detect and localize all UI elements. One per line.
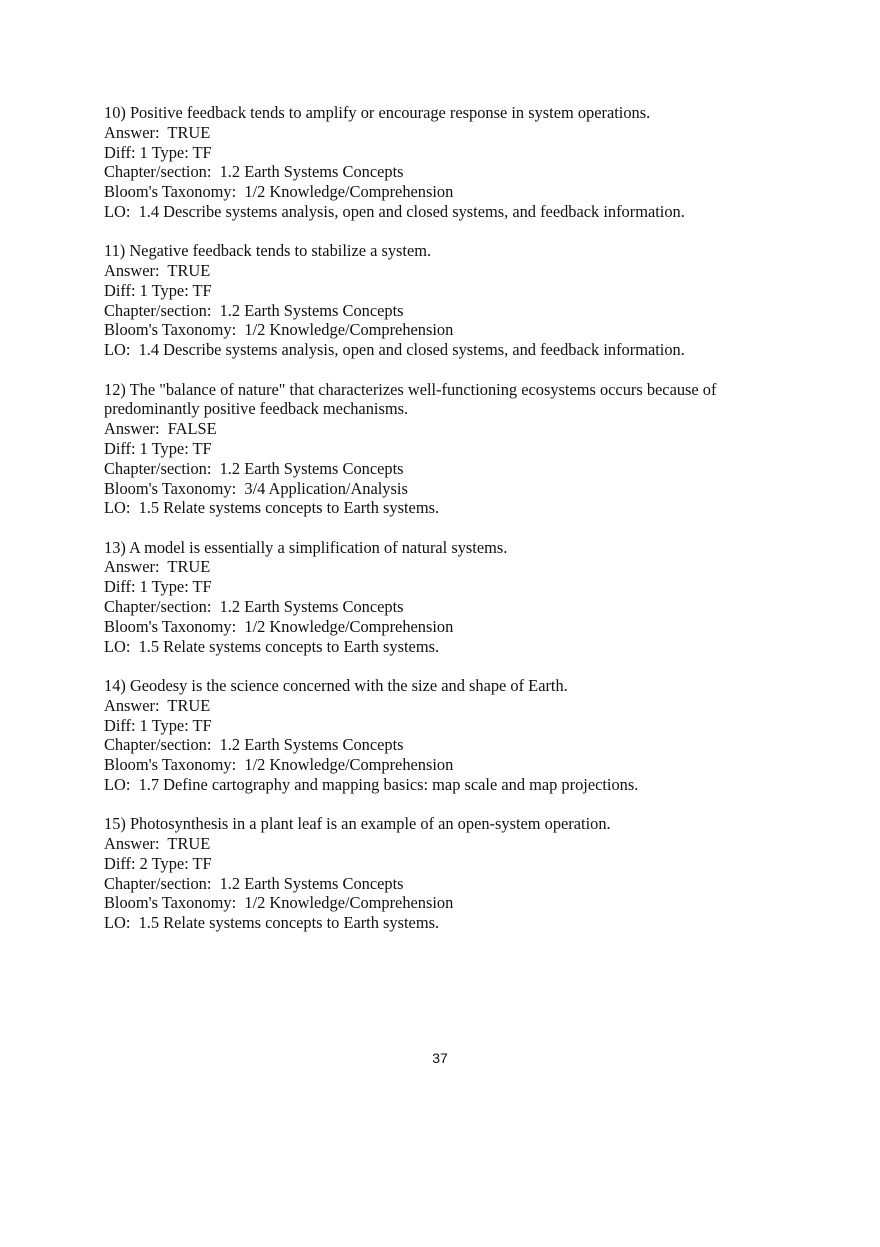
- bloom-line: Bloom's Taxonomy: 1/2 Knowledge/Comprehension: [104, 755, 454, 775]
- question-list: [104, 103, 784, 952]
- learning-objective-line: LO: 1.5 Relate systems concepts to Earth systems.: [104, 498, 440, 518]
- answer-line: Answer: TRUE: [104, 261, 211, 281]
- question-stem: 12) The "balance of nature" that characterizes well-functioning ecosystems occurs because of: [104, 379, 717, 399]
- answer-line: Answer: TRUE: [104, 122, 211, 142]
- difficulty-line: Diff: 1 Type: TF: [104, 142, 212, 162]
- bloom-line: Bloom's Taxonomy: 1/2 Knowledge/Comprehension: [104, 320, 454, 340]
- question-stem: 13) A model is essentially a simplification of natural systems.: [104, 537, 508, 557]
- chapter-line: Chapter/section: 1.2 Earth Systems Concepts: [104, 458, 404, 478]
- difficulty-line: Diff: 1 Type: TF: [104, 438, 212, 458]
- question-stem: 10) Positive feedback tends to amplify or encourage response in system operations.: [104, 103, 651, 122]
- learning-objective-line: LO: 1.5 Relate systems concepts to Earth systems.: [104, 913, 440, 933]
- question-block-10: [104, 103, 784, 222]
- learning-objective-line: LO: 1.7 Define cartography and mapping basics: map scale and map projections.: [104, 774, 639, 794]
- question-stem: 14) Geodesy is the science concerned with the size and shape of Earth.: [104, 675, 568, 695]
- question-stem: 15) Photosynthesis in a plant leaf is an example of an open-system operation.: [104, 814, 611, 834]
- page-number: 37: [432, 1050, 448, 1066]
- difficulty-line: Diff: 1 Type: TF: [104, 715, 212, 735]
- bloom-line: Bloom's Taxonomy: 1/2 Knowledge/Comprehension: [104, 182, 454, 202]
- chapter-line: Chapter/section: 1.2 Earth Systems Concepts: [104, 300, 404, 320]
- difficulty-line: Diff: 1 Type: TF: [104, 280, 212, 300]
- learning-objective-line: LO: 1.4 Describe systems analysis, open and closed systems, and feedback information.: [104, 201, 685, 221]
- chapter-line: Chapter/section: 1.2 Earth Systems Concepts: [104, 597, 404, 617]
- learning-objective-line: LO: 1.4 Describe systems analysis, open and closed systems, and feedback information.: [104, 340, 685, 360]
- answer-line: Answer: TRUE: [104, 834, 211, 853]
- answer-line: Answer: TRUE: [104, 557, 211, 577]
- bloom-line: Bloom's Taxonomy: 1/2 Knowledge/Comprehension: [104, 893, 454, 913]
- question-block-13: [104, 538, 784, 657]
- difficulty-line: Diff: 2 Type: TF: [104, 853, 212, 873]
- question-block-11: [104, 241, 784, 360]
- question-block-14: [104, 676, 784, 795]
- bloom-line: Bloom's Taxonomy: 3/4 Application/Analysis: [104, 478, 408, 498]
- question-block-12: [104, 380, 784, 519]
- answer-line: Answer: FALSE: [104, 419, 217, 439]
- question-stem-continued: predominantly positive feedback mechanisms.: [104, 399, 409, 419]
- chapter-line: Chapter/section: 1.2 Earth Systems Concepts: [104, 735, 404, 755]
- answer-line: Answer: TRUE: [104, 695, 211, 715]
- question-stem: 11) Negative feedback tends to stabilize a system.: [104, 241, 432, 261]
- bloom-line: Bloom's Taxonomy: 1/2 Knowledge/Comprehension: [104, 616, 454, 636]
- question-block-15: [104, 814, 784, 933]
- difficulty-line: Diff: 1 Type: TF: [104, 577, 212, 597]
- chapter-line: Chapter/section: 1.2 Earth Systems Concepts: [104, 873, 404, 893]
- learning-objective-line: LO: 1.5 Relate systems concepts to Earth systems.: [104, 636, 440, 656]
- chapter-line: Chapter/section: 1.2 Earth Systems Concepts: [104, 162, 404, 182]
